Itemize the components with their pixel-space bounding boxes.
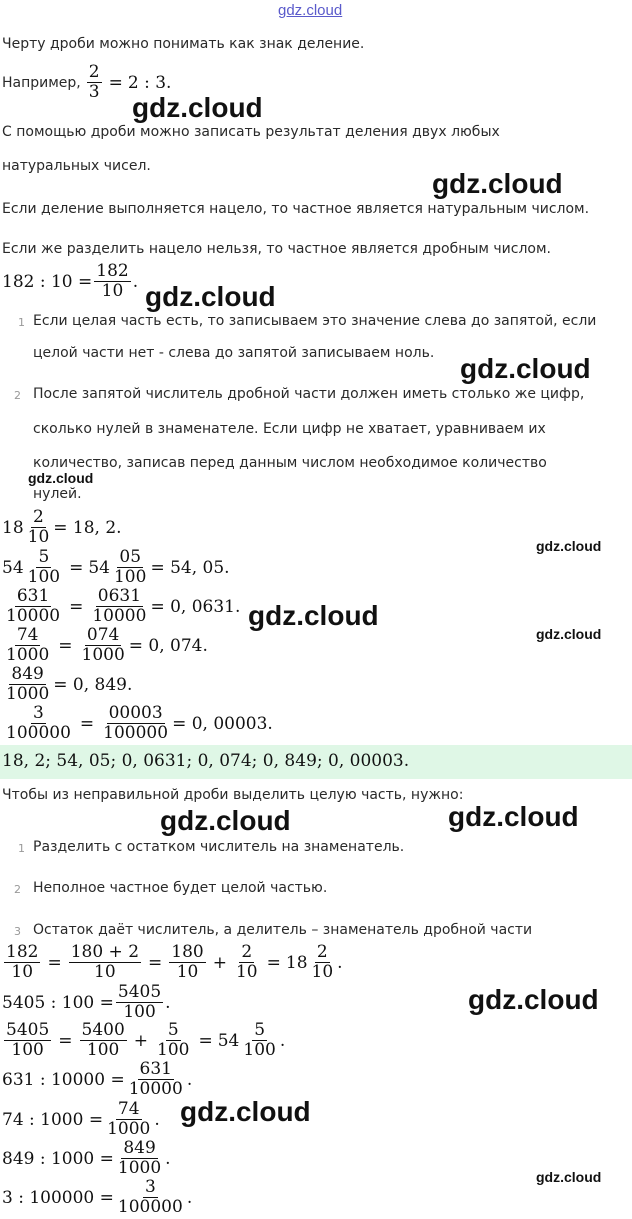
list-item-cont: сколько нулей в знаменателе. Если цифр не хватает, уравниваем их — [33, 421, 546, 437]
fraction: $\frac{849}{1000}$ — [117, 1138, 162, 1178]
paragraph-fractional: Если же разделить нацело нельзя, то частное является дробным числом. — [2, 241, 552, 257]
list-item-cont: количество, записав перед данным числом необходимое количество — [33, 455, 547, 471]
example-5405: $\frac{5405}{100}$ = $\frac{5400}{100}$ + $\frac{5}{100}$ = 54 $\frac{5}{100}$ . — [6, 1020, 286, 1060]
conversion-row: $\frac{849}{1000}$ = 0, 849. — [6, 664, 133, 704]
paragraph-division-cont: натуральных чисел. — [2, 158, 151, 174]
watermark: gdz.cloud — [536, 538, 602, 554]
fraction: $\frac{5}{100}$ — [27, 547, 61, 587]
fraction: $\frac{2}{10}$ — [27, 507, 50, 547]
fraction: $\frac{180 + 2}{10}$ — [70, 942, 140, 982]
example-label: Например, — [2, 74, 81, 91]
fraction: $\frac{3}{100000}$ — [117, 1177, 183, 1217]
fraction: $\frac{5}{100}$ — [157, 1020, 190, 1060]
fraction: $\frac{5405}{100}$ — [6, 1020, 50, 1060]
example-182: $\frac{182}{10}$ = $\frac{180 + 2}{10}$ = $\frac{180}{10}$ + $\frac{2}{10}$ = 18 $\frac{2}{10}$ . — [6, 942, 343, 982]
watermark: gdz.cloud — [448, 801, 579, 832]
fraction: $\frac{74}{1000}$ — [6, 625, 50, 665]
list-item: Если целая часть есть, то записываем это значение слева до запятой, если — [33, 313, 597, 329]
list-number: 2 — [14, 389, 21, 402]
conversion-row: 18 $\frac{2}{10}$ = 18, 2. — [2, 507, 122, 547]
conversion-row: $\frac{74}{1000}$ = $\frac{074}{1000}$ = 0, 074. — [6, 625, 208, 665]
fraction: $\frac{182}{10}$ — [6, 942, 39, 982]
list-item-cont: целой части нет - слева до запятой записываем ноль. — [33, 345, 435, 361]
fraction: $\frac{074}{1000}$ — [81, 625, 125, 665]
fraction: $\frac{5}{100}$ — [243, 1020, 276, 1060]
list-item: Разделить с остатком числитель на знаменатель. — [33, 839, 405, 855]
division-row: 74 : 1000 = $\frac{74}{1000}$ . — [2, 1099, 160, 1139]
fraction: $\frac{05}{100}$ — [113, 547, 147, 587]
paragraph-natural: Если деление выполняется нацело, то частное является натуральным числом. — [2, 201, 590, 217]
fraction: $\frac{2}{3}$ — [88, 62, 100, 102]
fraction: $\frac{180}{10}$ — [171, 942, 204, 982]
watermark: gdz.cloud — [536, 1169, 602, 1185]
equation-182: 182 : 10 = $\frac{182}{10}$ . — [2, 261, 139, 301]
header-logo[interactable]: gdz.cloud — [278, 2, 343, 19]
division-row: 3 : 100000 = $\frac{3}{100000}$ . — [2, 1177, 193, 1217]
watermark: gdz.cloud — [460, 353, 591, 384]
fraction: $\frac{5405}{100}$ — [117, 982, 162, 1022]
watermark: gdz.cloud — [160, 805, 291, 836]
watermark: gdz.cloud — [145, 281, 276, 312]
watermark: gdz.cloud — [180, 1096, 311, 1127]
paragraph-whole-part: Чтобы из неправильной дроби выделить целую часть, нужно: — [2, 787, 464, 803]
watermark: gdz.cloud — [28, 470, 94, 486]
fraction: $\frac{631}{10000}$ — [128, 1059, 183, 1099]
answer-text: 18, 2; 54, 05; 0, 0631; 0, 074; 0, 849; 0, 00003. — [2, 751, 410, 771]
example-line: Например, $\frac{2}{3}$ = 2 : 3. — [2, 62, 172, 102]
watermark: gdz.cloud — [248, 600, 379, 631]
conversion-row: $\frac{631}{10000}$ = $\frac{0631}{10000}$ = 0, 0631. — [6, 586, 241, 626]
fraction: $\frac{00003}{100000}$ — [103, 703, 169, 743]
list-item: Неполное частное будет целой частью. — [33, 880, 328, 896]
list-number: 2 — [14, 883, 21, 896]
list-number: 1 — [18, 316, 25, 329]
fraction: $\frac{5400}{100}$ — [81, 1020, 125, 1060]
fraction: $\frac{2}{10}$ — [311, 942, 334, 982]
fraction: $\frac{182}{10}$ — [96, 261, 129, 301]
fraction: $\frac{849}{1000}$ — [6, 664, 50, 704]
division-row: 631 : 10000 = $\frac{631}{10000}$ . — [2, 1059, 193, 1099]
conversion-row: 54 $\frac{5}{100}$ = 54 $\frac{05}{100}$ = 54, 05. — [2, 547, 230, 587]
fraction: $\frac{2}{10}$ — [235, 942, 258, 982]
list-item: Остаток даёт числитель, а делитель – знаменатель дробной части — [33, 922, 533, 938]
watermark: gdz.cloud — [536, 626, 602, 642]
fraction: $\frac{631}{10000}$ — [6, 586, 61, 626]
list-number: 1 — [18, 842, 25, 855]
fraction: $\frac{74}{1000}$ — [107, 1099, 151, 1139]
fraction: $\frac{3}{100000}$ — [6, 703, 71, 743]
list-item-cont: нулей. — [33, 486, 82, 502]
watermark: gdz.cloud — [432, 168, 563, 199]
paragraph-division: С помощью дроби можно записать результат деления двух любых — [2, 124, 500, 140]
division-row: 849 : 1000 = $\frac{849}{1000}$ . — [2, 1138, 171, 1178]
list-number: 3 — [14, 925, 21, 938]
watermark: gdz.cloud — [132, 92, 263, 123]
list-item: После запятой числитель дробной части должен иметь столько же цифр, — [33, 386, 585, 402]
watermark: gdz.cloud — [468, 984, 599, 1015]
conversion-row: $\frac{3}{100000}$ = $\frac{00003}{100000}$ = 0, 00003. — [6, 703, 273, 743]
fraction: $\frac{0631}{10000}$ — [92, 586, 147, 626]
example-5405-div: 5405 : 100 = $\frac{5405}{100}$ . — [2, 982, 171, 1022]
paragraph-fraction-bar: Черту дроби можно понимать как знак деление. — [2, 36, 365, 52]
